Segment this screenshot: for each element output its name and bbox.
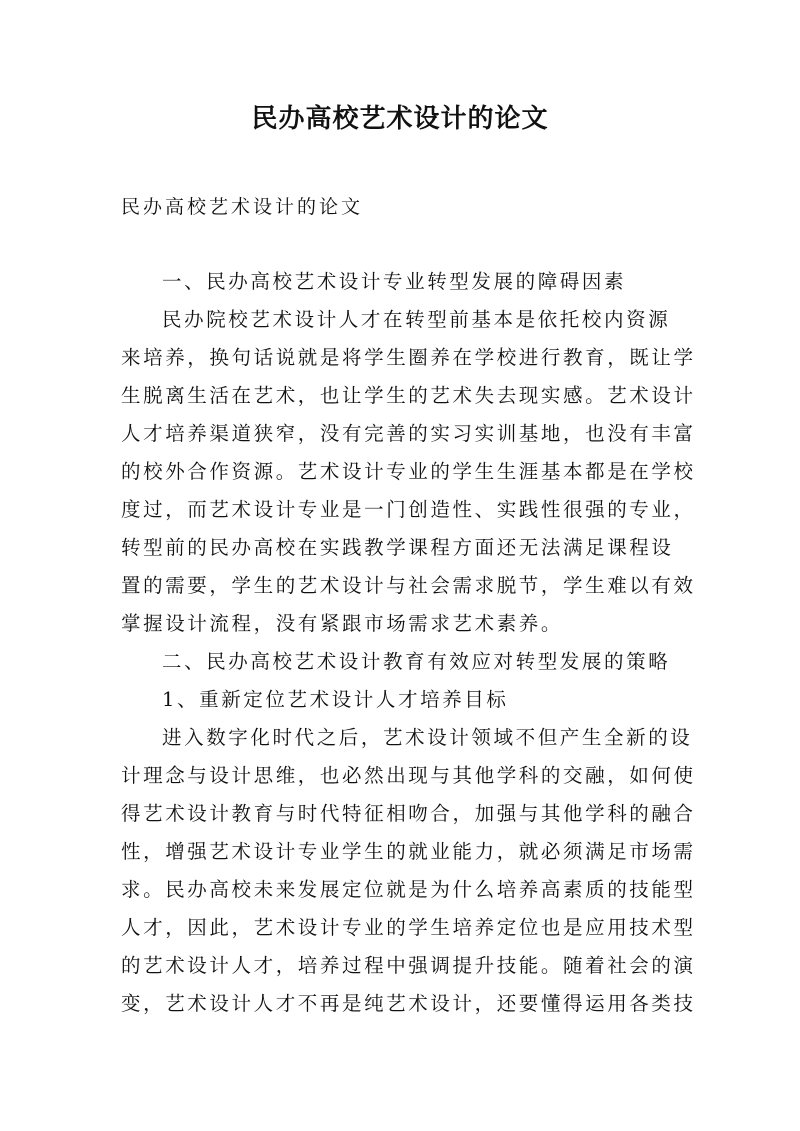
paragraph-line: 转型前的民办高校在实践教学课程方面还无法满足课程设 [121, 536, 674, 559]
paragraph-line: 人才，因此，艺术设计专业的学生培养定位也是应用技术型 [121, 916, 696, 939]
paragraph-line: 民办院校艺术设计人才在转型前基本是依托校内资源 [162, 308, 671, 331]
section-heading-2: 二、民办高校艺术设计教育有效应对转型发展的策略 [162, 650, 671, 673]
subsection-heading-1: 1、重新定位艺术设计人才培养目标 [162, 688, 509, 711]
paragraph-line: 求。民办高校未来发展定位就是为什么培养高素质的技能型 [121, 878, 696, 901]
paragraph-line: 来培养，换句话说就是将学生圈养在学校进行教育，既让学 [121, 346, 696, 369]
paragraph-line: 的校外合作资源。艺术设计专业的学生生涯基本都是在学校 [121, 460, 696, 483]
paragraph-line: 置的需要，学生的艺术设计与社会需求脱节，学生难以有效 [121, 574, 696, 597]
document-title: 民办高校艺术设计的论文 [251, 104, 549, 134]
paragraph-line: 人才培养渠道狭窄，没有完善的实习实训基地，也没有丰富 [121, 422, 696, 445]
paragraph-line: 变，艺术设计人才不再是纯艺术设计，还要懂得运用各类技 [121, 992, 696, 1015]
paragraph-line: 度过，而艺术设计专业是一门创造性、实践性很强的专业， [121, 498, 696, 521]
paragraph-line: 计理念与设计思维，也必然出现与其他学科的交融，如何使 [121, 764, 696, 787]
paragraph-line: 的艺术设计人才，培养过程中强调提升技能。随着社会的演 [121, 954, 696, 977]
document-subtitle: 民办高校艺术设计的论文 [121, 196, 364, 218]
paragraph-line: 进入数字化时代之后，艺术设计领域不但产生全新的设 [162, 726, 693, 749]
paragraph-line: 生脱离生活在艺术，也让学生的艺术失去现实感。艺术设计 [121, 384, 696, 407]
paragraph-line: 性，增强艺术设计专业学生的就业能力，就必须满足市场需 [121, 840, 696, 863]
section-heading-1: 一、民办高校艺术设计专业转型发展的障碍因素 [162, 270, 627, 293]
paragraph-line: 掌握设计流程，没有紧跟市场需求艺术素养。 [121, 612, 564, 635]
paragraph-line: 得艺术设计教育与时代特征相吻合，加强与其他学科的融合 [121, 802, 696, 825]
